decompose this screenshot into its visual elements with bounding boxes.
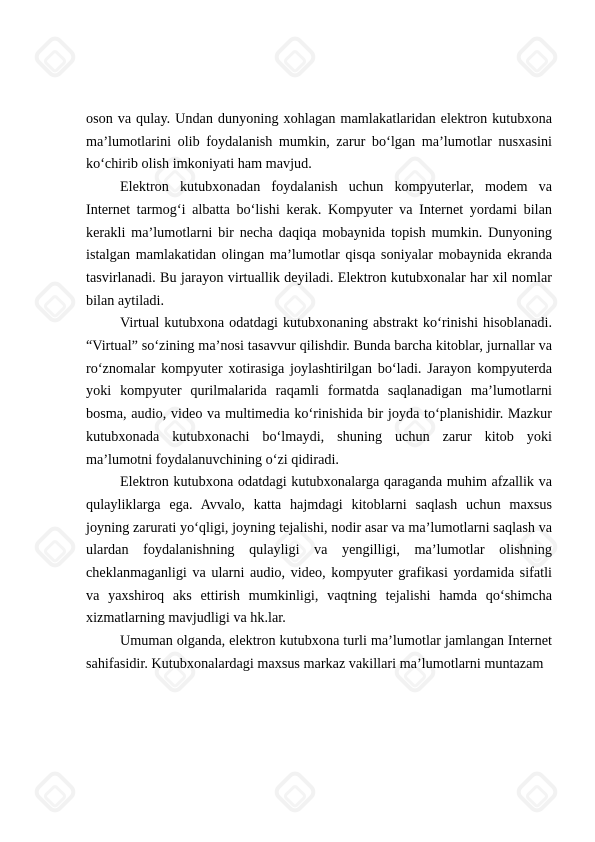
watermark-mark bbox=[513, 33, 561, 81]
paragraph: Umuman olganda, elektron kutubxona turli ma’lumotlar jamlangan Internet sahifasidir. Kutubxonalardagi maxsus markaz vakillari ma’lumotlarni muntazam bbox=[86, 633, 552, 672]
document-body bbox=[86, 108, 552, 676]
watermark-mark bbox=[31, 278, 79, 326]
watermark-mark bbox=[271, 768, 319, 816]
watermark-mark bbox=[31, 523, 79, 571]
watermark-mark bbox=[31, 33, 79, 81]
paragraph: oson va qulay. Undan dunyoning xohlagan mamlakatlaridan elektron kutubxona ma’lumotlarini olib foydalanish mumkin, zarur bo‘lgan ma’lumotlar nusxasini ko‘chirib olish imkoniyati ham mavjud. bbox=[86, 111, 552, 173]
watermark-mark bbox=[271, 33, 319, 81]
paragraph: Elektron kutubxona odatdagi kutubxonalarga qaraganda muhim afzallik va qulayliklarga ega. Avvalo, katta hajmdagi kitoblarni saqlash uchun maxsus joyning zarurati yo‘qligi, joyning tejalishi, nodir asar va ma’lumotlarni saqlash va ulardan foydalanishning qulayligi va yengilligi, ma’lumotlar olishning cheklanmaganligi va ularni audio, video, kompyuter grafikasi yordamida sifatli va yaxshiroq aks ettirish mumkinligi, vaqtning tejalishi hamda qo‘shimcha xizmatlarning mavjudligi va hk.lar. bbox=[86, 474, 552, 627]
paragraph: Virtual kutubxona odatdagi kutubxonaning abstrakt ko‘rinishi hisoblanadi. “Virtual” so‘zining ma’nosi tasavvur qilishdir. Bunda barcha kitoblar, jurnallar va ro‘znomalar kompyuter xotirasiga joylashtirilgan bo‘ladi. Jarayon kompyuterda yoki kompyuter qurilmalarida raqamli formatda saqlanadigan ma’lumotlarni bosma, audio, video va multimedia ko‘rinishida bir joyda to‘planishidir. Mazkur kutubxonada kutubxonachi bo‘lmaydi, shuning uchun zarur kitob yoki ma’lumotni foydalanuvchining o‘zi qidiradi. bbox=[86, 315, 552, 468]
watermark-mark bbox=[31, 768, 79, 816]
paragraph: Elektron kutubxonadan foydalanish uchun kompyuterlar, modem va Internet tarmog‘i albatta bo‘lishi kerak. Kompyuter va Internet yordami bilan kerakli ma’lumotlarni bir necha daqiqa mobaynida topish mumkin. Dunyoning istalgan mamlakatidan olingan ma’lumotlar qisqa soniyalar mobaynida ekranda tasvirlanadi. Bu jarayon virtuallik deyiladi. Elektron kutubxonalar har xil nomlar bilan aytiladi. bbox=[86, 179, 552, 309]
watermark-mark bbox=[513, 768, 561, 816]
